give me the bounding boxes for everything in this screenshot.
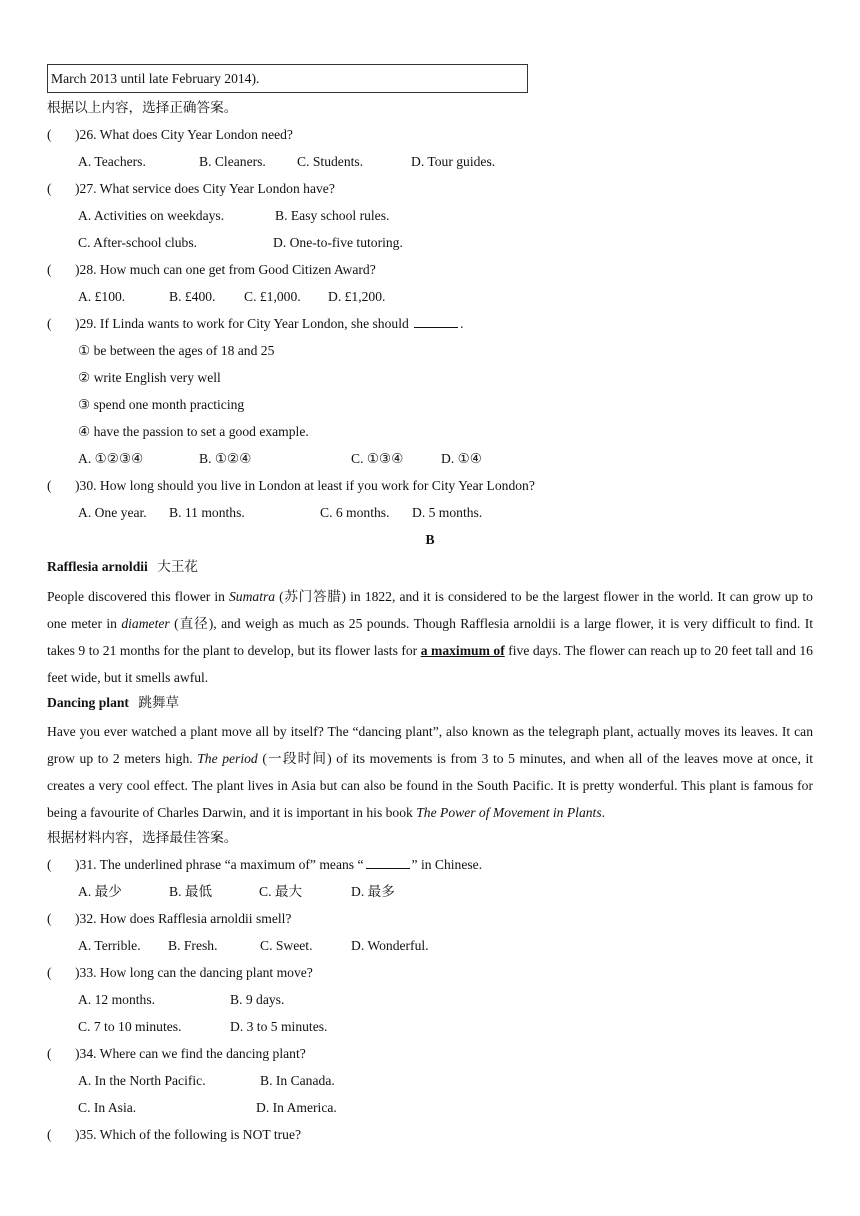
q28-option-a: A. £100. (78, 289, 126, 304)
answer-paren: ( (47, 181, 52, 196)
passage-1-title (47, 557, 198, 577)
box-text: March 2013 until late February 2014). (51, 71, 260, 86)
instruction-a: 根据以上内容，选择正确答案。 (47, 100, 238, 115)
question-28: )28. How much can one get from Good Citizen Award? (75, 262, 376, 277)
p1-text: (苏门答腊) in 1822, and it is considered to be the largest flower in the world. It can grow up to one meter in (47, 589, 813, 631)
p1-text: (直径), and weigh as much as 25 pounds. Though Rafflesia arnoldii is a large flower, it is very difficult to find. It takes 9 to 21 months for the plant to develop, but its flower lasts for (47, 616, 813, 658)
q32-option-b: B. Fresh. (168, 938, 218, 953)
p2-text: . (601, 805, 606, 820)
q32-option-c: C. Sweet. (260, 938, 313, 953)
p2-book-title: The Power of Movement in Plants (416, 805, 602, 820)
question-30: )30. How long should you live in London at least if you work for City Year London? (75, 478, 535, 493)
q29-item-3: ③ spend one month practicing (78, 397, 245, 412)
question-35: )35. Which of the following is NOT true? (75, 1127, 302, 1142)
q33-option-b: B. 9 days. (230, 992, 285, 1007)
question-26: )26. What does City Year London need? (75, 127, 293, 142)
answer-paren: ( (47, 1127, 52, 1142)
q27-option-a: A. Activities on weekdays. (78, 208, 225, 223)
q28-option-d: D. £1,200. (328, 289, 386, 304)
q33-option-c: C. 7 to 10 minutes. (78, 1019, 182, 1034)
p1-text: People discovered this flower in (47, 589, 229, 604)
q34-option-d: D. In America. (256, 1100, 337, 1115)
question-31 (75, 855, 482, 875)
passage-2-title-cn: 跳舞草 (138, 695, 180, 710)
q29-item-4: ④ have the passion to set a good example. (78, 424, 309, 439)
q30-option-a: A. One year. (78, 505, 147, 520)
passage-1-title-cn: 大王花 (157, 559, 199, 574)
answer-blank (366, 856, 410, 869)
p1-text: five days. The flower can reach up to 20 feet tall and 16 feet wide, but it smells awful. (47, 643, 813, 685)
passage-2-title-en: Dancing plant (47, 695, 129, 710)
q29-stem: )29. If Linda wants to work for City Year London, she should (75, 316, 409, 331)
p2-text: Have you ever watched a plant move all by itself? The “dancing plant”, also known as the telegraph plant, actually moves its leaves. It can grow up to 2 meters high. (47, 724, 813, 766)
answer-paren: ( (47, 262, 52, 277)
answer-paren: ( (47, 478, 52, 493)
question-34: )34. Where can we find the dancing plant? (75, 1046, 306, 1061)
question-32: )32. How does Rafflesia arnoldii smell? (75, 911, 292, 926)
q29-item-2: ② write English very well (78, 370, 221, 385)
underlined-phrase: a maximum of (420, 643, 505, 658)
q32-option-a: A. Terrible. (78, 938, 141, 953)
answer-blank (414, 315, 458, 328)
answer-paren: ( (47, 1046, 52, 1061)
q30-option-d: D. 5 months. (412, 505, 483, 520)
q31-option-a: A. 最少 (78, 884, 122, 899)
q34-option-c: C. In Asia. (78, 1100, 137, 1115)
q29-option-b: B. ①②④ (199, 451, 252, 466)
p1-sumatra: Sumatra (229, 589, 276, 604)
q30-option-c: C. 6 months. (320, 505, 390, 520)
q29-option-c: C. ①③④ (351, 451, 404, 466)
q27-option-d: D. One-to-five tutoring. (273, 235, 403, 250)
q29-option-a: A. ①②③④ (78, 451, 144, 466)
q28-option-b: B. £400. (169, 289, 216, 304)
q31-option-d: D. 最多 (351, 884, 395, 899)
answer-paren: ( (47, 127, 52, 142)
question-33: )33. How long can the dancing plant move? (75, 965, 313, 980)
p1-diameter: diameter (121, 616, 170, 631)
q32-option-d: D. Wonderful. (351, 938, 429, 953)
passage-1-title-en: Rafflesia arnoldii (47, 559, 148, 574)
q33-option-d: D. 3 to 5 minutes. (230, 1019, 328, 1034)
q29-option-d: D. ①④ (441, 451, 482, 466)
passage-2-title (47, 693, 179, 713)
q27-option-b: B. Easy school rules. (275, 208, 390, 223)
q27-option-c: C. After-school clubs. (78, 235, 198, 250)
q31-end: ” in Chinese. (411, 857, 483, 872)
q31-option-b: B. 最低 (169, 884, 213, 899)
q31-option-c: C. 最大 (259, 884, 303, 899)
section-heading-b: B (425, 532, 435, 547)
q34-option-a: A. In the North Pacific. (78, 1073, 206, 1088)
p2-text: (一段时间) of its movements is from 3 to 5 minutes, and when all of the leaves move at once, it creates a very cool effect. The plant lives in Asia but can also be found in the South Pacific. It is pretty wonderful. This plant is famous for being a favourite of Charles Darwin, and it is important in his book (47, 751, 814, 820)
q34-option-b: B. In Canada. (260, 1073, 335, 1088)
q29-item-1: ① be between the ages of 18 and 25 (78, 343, 275, 358)
passage-continuation-box (47, 64, 528, 93)
passage-1-body (47, 583, 813, 691)
question-27: )27. What service does City Year London have? (75, 181, 335, 196)
answer-paren: ( (47, 857, 52, 872)
instruction-b: 根据材料内容，选择最佳答案。 (47, 830, 238, 845)
q33-option-a: A. 12 months. (78, 992, 156, 1007)
q26-option-d: D. Tour guides. (411, 154, 496, 169)
question-29 (75, 314, 464, 334)
answer-paren: ( (47, 316, 52, 331)
q28-option-c: C. £1,000. (244, 289, 301, 304)
q29-end: . (460, 316, 464, 331)
q30-option-b: B. 11 months. (169, 505, 245, 520)
passage-2-body (47, 718, 813, 826)
q26-option-a: A. Teachers. (78, 154, 146, 169)
q26-option-b: B. Cleaners. (199, 154, 266, 169)
p2-period: The period (197, 751, 258, 766)
answer-paren: ( (47, 965, 52, 980)
answer-paren: ( (47, 911, 52, 926)
q26-option-c: C. Students. (297, 154, 364, 169)
q31-stem: )31. The underlined phrase “a maximum of” means “ (75, 857, 364, 872)
